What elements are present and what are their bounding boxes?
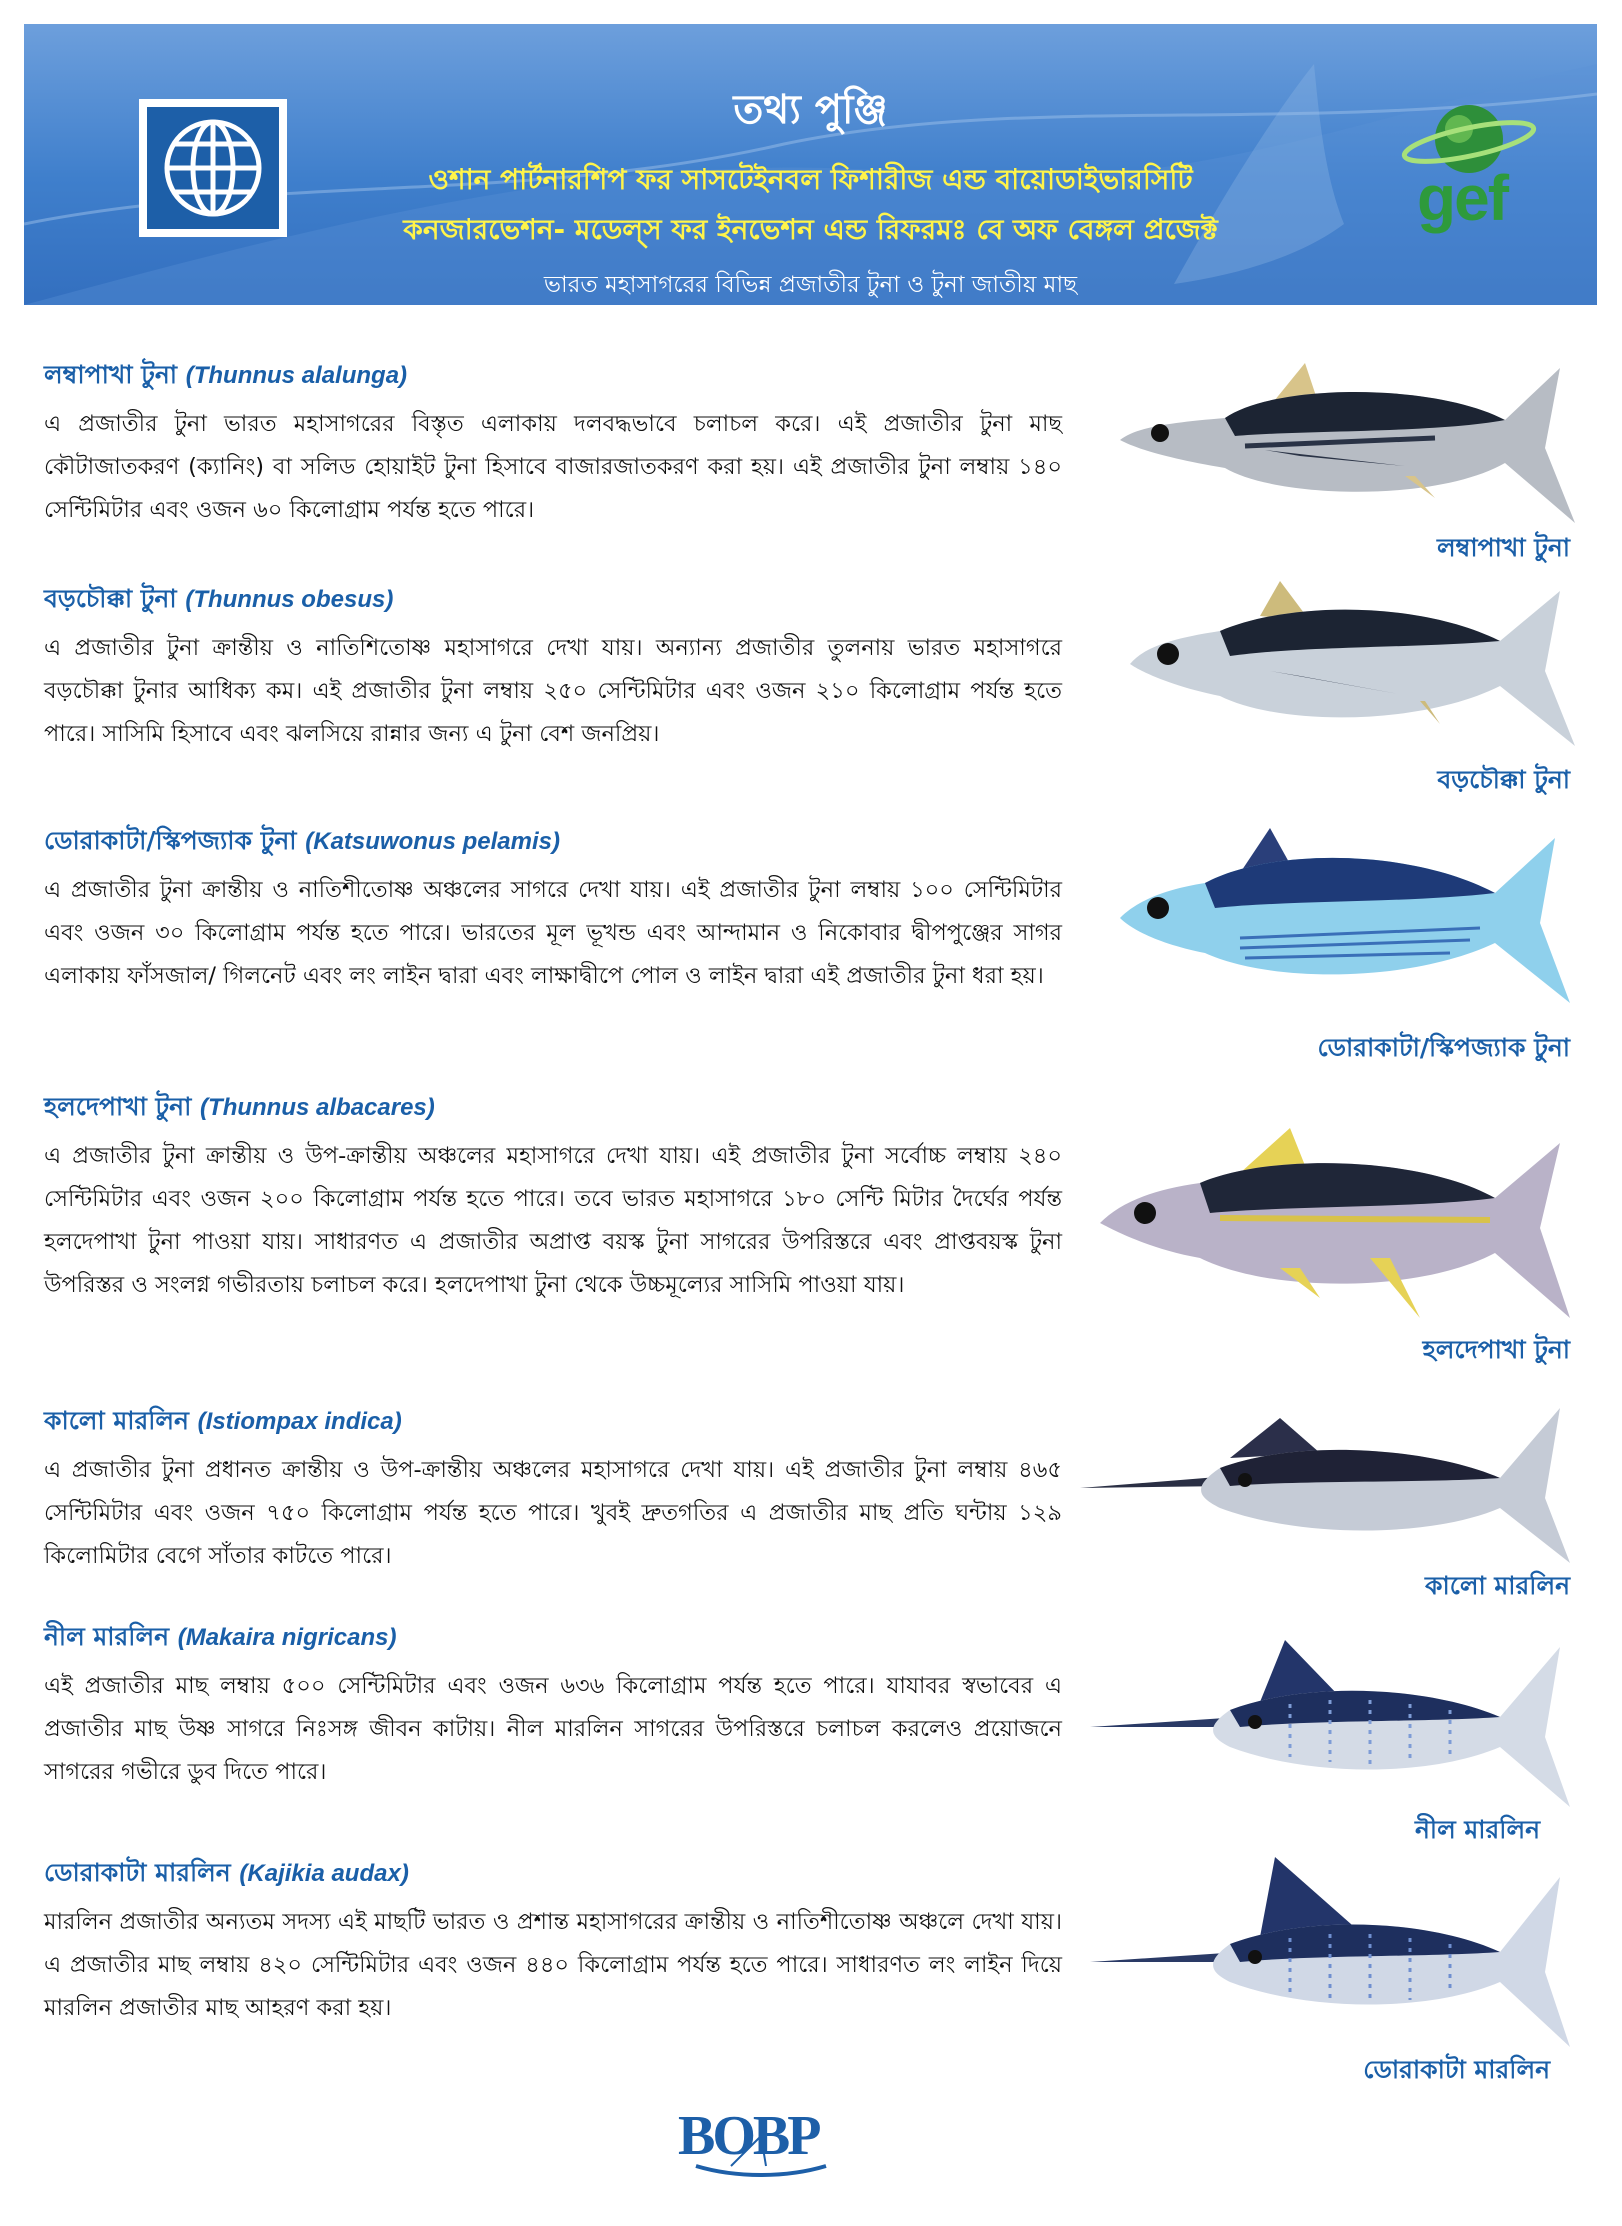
- species-skipjack: [44, 824, 1062, 998]
- project-name-line1: ওশান পার্টনারশিপ ফর সাসটেইনবল ফিশারীজ এন্ড বায়োডাইভারসিটি: [428, 163, 1193, 196]
- fish-caption: ডোরাকাটা/স্কিপজ্যাক টুনা: [1317, 1033, 1570, 1062]
- page-subtitle: ভারত মহাসাগরের বিভিন্ন প্রজাতীর টুনা ও টুনা জাতীয় মাছ: [543, 272, 1078, 298]
- fish-caption: হলদেপাখা টুনা: [1422, 1335, 1570, 1364]
- species-title: [44, 1090, 1062, 1125]
- species-title: [44, 824, 1062, 859]
- species-title: [44, 582, 1062, 617]
- gef-logo-text: gef: [1417, 162, 1507, 234]
- fish-caption: লম্বাপাখা টুনা: [1437, 533, 1570, 562]
- fish-caption: নীল মারলিন: [1415, 1815, 1540, 1844]
- species-scientific-name: (Katsuwonus pelamis): [305, 828, 560, 855]
- species-description: এ প্রজাতীর টুনা ক্রান্তীয় ও উপ-ক্রান্তীয় অঞ্চলের মহাসাগরে দেখা যায়। এই প্রজাতীর টুনা সর্বোচ্চ লম্বায় ২৪০ সেন্টিমিটার এবং ওজন ২০০ কিলোগ্রাম পর্যন্ত হতে পারে। তবে ভারত মহাসাগরে ১৮০ সেন্টি মিটার দৈর্ঘের পর্যন্ত হলদেপাখা টুনা পাওয়া যায়। সাধারণত এ প্রজাতীর অপ্রাপ্ত বয়স্ক টুনা সাগরের উপরিস্তরে এবং প্রাপ্তবয়স্ক টুনা উপরিস্তর ও সংলগ্ন গভীরতায় চলাচল করে। হলদেপাখা টুনা থেকে উচ্চমূল্যের সাসিমি পাওয়া যায়।: [44, 1143, 1062, 1298]
- project-name-line2: কনজারভেশন- মডেল্‌স ফর ইনভেশন এন্ড রিফরমঃ বে অফ বেঙ্গল প্রজেক্ট: [403, 213, 1218, 246]
- species-scientific-name: (Makaira nigricans): [177, 1624, 397, 1651]
- species-scientific-name: (Kajikia audax): [239, 1860, 409, 1887]
- species-name: ডোরাকাটা/স্কিপজ্যাক টুনা: [44, 826, 297, 855]
- page-title: তথ্য পুঞ্জি: [733, 87, 888, 133]
- species-title: [44, 1620, 1062, 1655]
- species-name: লম্বাপাখা টুনা: [44, 360, 177, 389]
- species-name: নীল মারলিন: [44, 1622, 169, 1651]
- species-scientific-name: (Thunnus alalunga): [185, 362, 408, 389]
- species-bigeye: [44, 582, 1062, 756]
- skipjack-fish-illustration: [1110, 818, 1580, 1018]
- species-name: কালো মারলিন: [44, 1406, 189, 1435]
- species-yellowfin: [44, 1090, 1062, 1307]
- species-scientific-name: (Thunnus obesus): [185, 586, 394, 613]
- species-description: এই প্রজাতীর মাছ লম্বায় ৫০০ সেন্টিমিটার এবং ওজন ৬৩৬ কিলোগ্রাম পর্যন্ত হতে পারে। যাযাবর স্বভাবের এ প্রজাতীর মাছ উষ্ণ সাগরে নিঃসঙ্গ জীবন কাটায়। নীল মারলিন সাগরের উপরিস্তরে চলাচল করলেও প্রয়োজনে সাগরের গভীরে ডুব দিতে পারে।: [44, 1673, 1062, 1785]
- species-scientific-name: (Istiompax indica): [197, 1408, 402, 1435]
- black-marlin-fish-illustration: [1080, 1398, 1580, 1568]
- species-description: এ প্রজাতীর টুনা ভারত মহাসাগরের বিস্তৃত এলাকায় দলবদ্ধভাবে চলাচল করে। এই প্রজাতীর টুনা মাছ কৌটাজাতকরণ (ক্যানিং) বা সলিড হোয়াইট টুনা হিসাবে বাজারজাতকরণ করা হয়। এই প্রজাতীর টুনা লম্বায় ১৪০ সেন্টিমিটার এবং ওজন ৬০ কিলোগ্রাম পর্যন্ত হতে পারে।: [44, 411, 1062, 523]
- albacore-fish-illustration: [1105, 358, 1585, 533]
- species-description: এ প্রজাতীর টুনা প্রধানত ক্রান্তীয় ও উপ-ক্রান্তীয় অঞ্চলের মহাসাগরে দেখা যায়। এই প্রজাতীর টুনা লম্বায় ৪৬৫ সেন্টিমিটার এবং ওজন ৭৫০ কিলোগ্রাম পর্যন্ত হতে পারে। খুবই দ্রুতগতির এ প্রজাতীর মাছ প্রতি ঘন্টায় ১২৯ কিলোমিটার বেগে সাঁতার কাটতে পারে।: [44, 1457, 1062, 1569]
- bigeye-fish-illustration: [1120, 576, 1585, 756]
- bobp-logo: BOBP: [678, 2105, 819, 2167]
- fish-caption: বড়চৌক্কা টুনা: [1437, 765, 1570, 794]
- species-name: হলদেপাখা টুনা: [44, 1092, 192, 1121]
- species-name: ডোরাকাটা মারলিন: [44, 1858, 231, 1887]
- species-description: এ প্রজাতীর টুনা ক্রান্তীয় ও নাতিশিতোষ্ণ মহাসাগরে দেখা যায়। অন্যান্য প্রজাতীর তুলনায় ভারত মহাসাগরে বড়চৌক্কা টুনার আধিক্য কম। এই প্রজাতীর টুনা লম্বায় ২৫০ সেন্টিমিটার এবং ওজন ২১০ কিলোগ্রাম পর্যন্ত হতে পারে। সাসিমি হিসাবে এবং ঝলসিয়ে রান্নার জন্য এ টুনা বেশ জনপ্রিয়।: [44, 635, 1062, 747]
- species-albacore: [44, 358, 1062, 532]
- fish-caption: ডোরাকাটা মারলিন: [1363, 2055, 1550, 2084]
- species-name: বড়চৌক্কা টুনা: [44, 584, 177, 613]
- species-description: মারলিন প্রজাতীর অন্যতম সদস্য এই মাছটি ভারত ও প্রশান্ত মহাসাগরের ক্রান্তীয় ও নাতিশীতোষ্ণ অঞ্চলে দেখা যায়। এ প্রজাতীর মাছ লম্বায় ৪২০ সেন্টিমিটার এবং ওজন ৪৪০ কিলোগ্রাম পর্যন্ত হতে পারে। সাধারণত লং লাইন দিয়ে মারলিন প্রজাতীর মাছ আহরণ করা হয়।: [44, 1909, 1062, 2021]
- blue-marlin-fish-illustration: [1090, 1632, 1580, 1812]
- species-blue-marlin: [44, 1620, 1062, 1794]
- species-title: [44, 358, 1062, 393]
- species-striped-marlin: [44, 1856, 1062, 2030]
- species-title: [44, 1404, 1062, 1439]
- fish-caption: কালো মারলিন: [1425, 1571, 1570, 1600]
- header-banner: [24, 24, 1597, 305]
- species-title: [44, 1856, 1062, 1891]
- species-description: এ প্রজাতীর টুনা ক্রান্তীয় ও নাতিশীতোষ্ণ অঞ্চলের সাগরে দেখা যায়। এই প্রজাতীর টুনা লম্বায় ১০০ সেন্টিমিটার এবং ওজন ৩০ কিলোগ্রাম পর্যন্ত হতে পারে। ভারতের মূল ভূখন্ড এবং আন্দামান ও নিকোবার দ্বীপপুঞ্জের সাগর এলাকায় ফাঁসজাল/ গিলনেট এবং লং লাইন দ্বারা এবং লাক্ষাদ্বীপে পোল ও লাইন দ্বারা এই প্রজাতীর টুনা ধরা হয়।: [44, 877, 1062, 989]
- striped-marlin-fish-illustration: [1090, 1852, 1580, 2052]
- species-scientific-name: (Thunnus albacares): [200, 1094, 435, 1121]
- species-black-marlin: [44, 1404, 1062, 1578]
- yellowfin-fish-illustration: [1090, 1128, 1580, 1328]
